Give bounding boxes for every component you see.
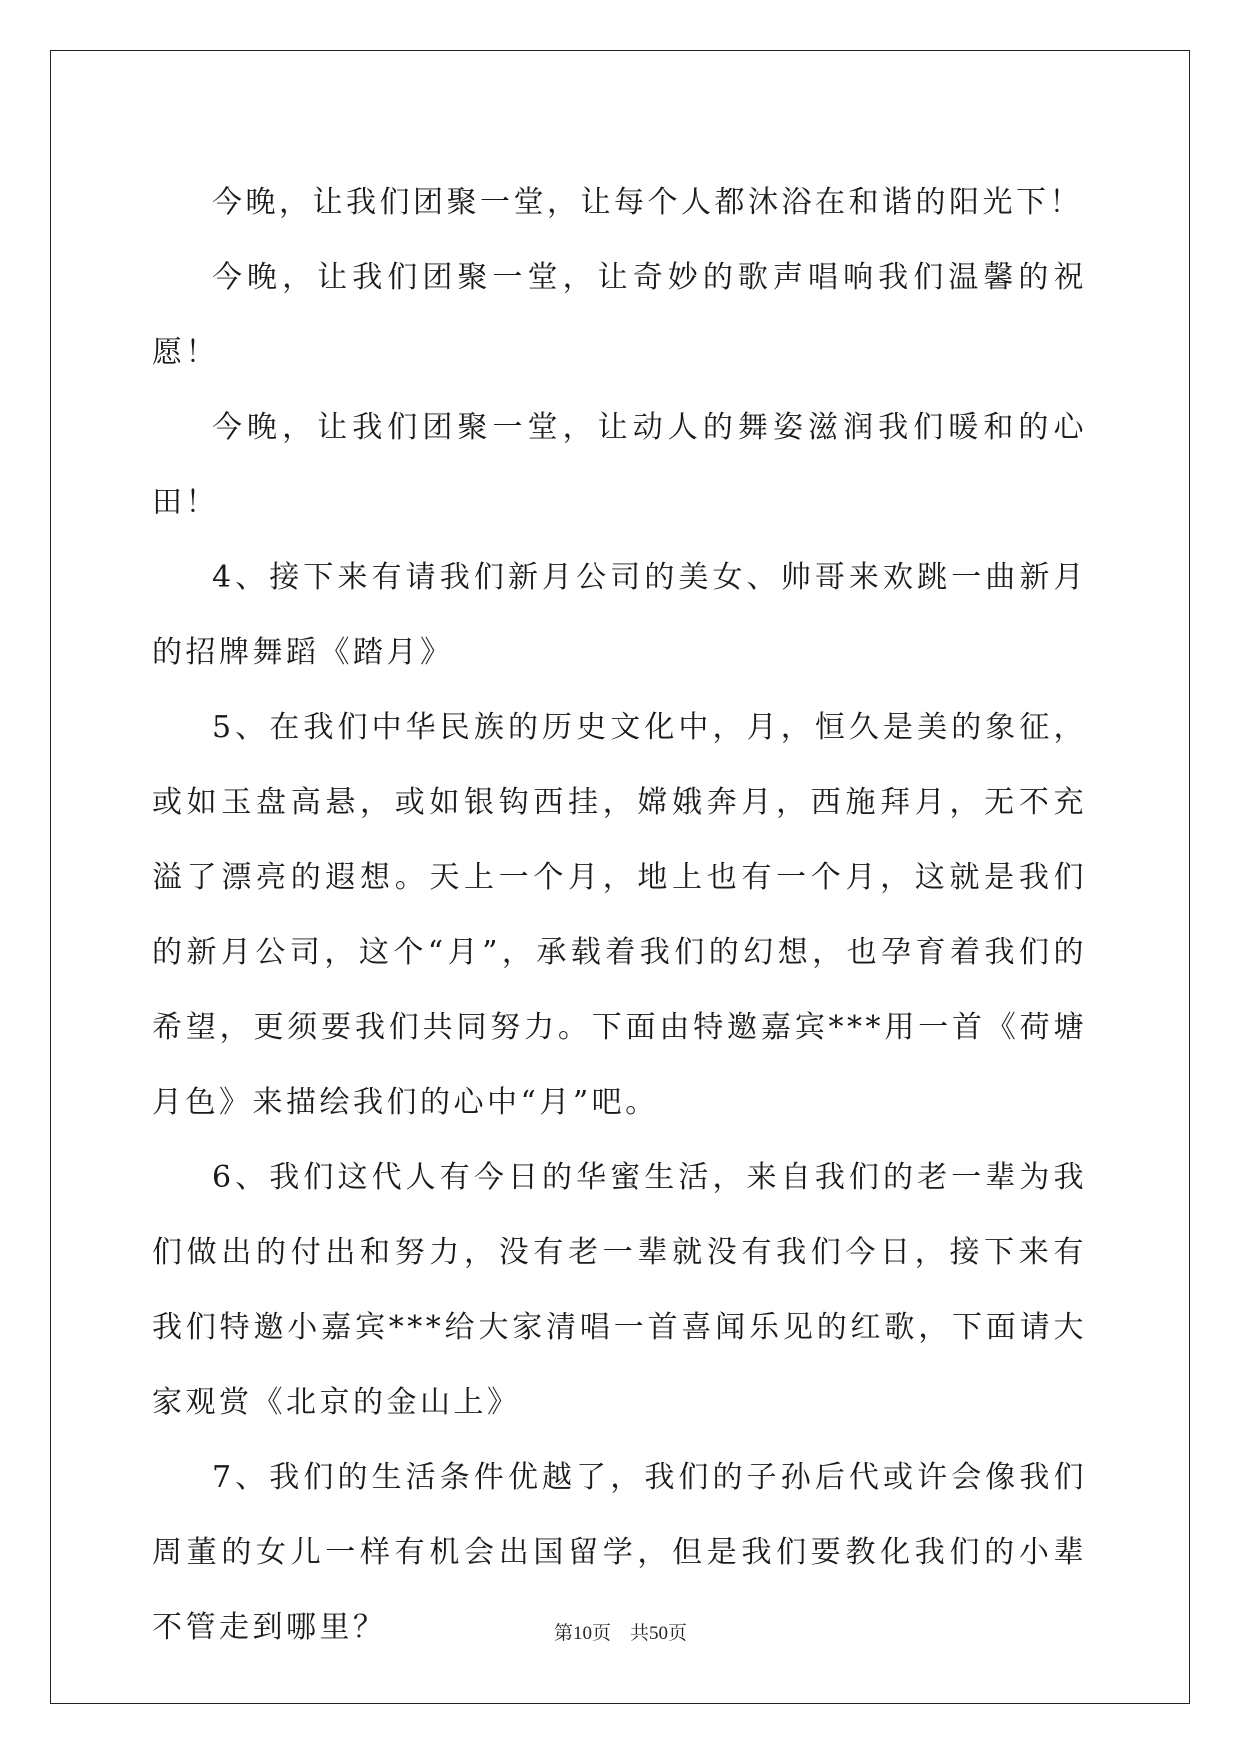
paragraph: 5、在我们中华民族的历史文化中，月，恒久是美的象征，或如玉盘高悬，或如银钩西挂，嫦娥奔月，西施拜月，无不充溢了漂亮的遐想。天上一个月，地上也有一个月，这就是我们的新月公司，这个“月”，承载着我们的幻想，也孕育着我们的希望，更须要我们共同努力。下面由特邀嘉宾***用一首《荷塘月色》来描绘我们的心中“月”吧。 bbox=[152, 710, 1087, 1120]
document-body bbox=[152, 165, 1087, 1665]
paragraph: 4、接下来有请我们新月公司的美女、帅哥来欢跳一曲新月的招牌舞蹈《踏月》 bbox=[152, 560, 1087, 670]
paragraph: 今晚，让我们团聚一堂，让每个人都沐浴在和谐的阳光下！ bbox=[212, 185, 1083, 220]
paragraph: 今晚，让我们团聚一堂，让动人的舞姿滋润我们暖和的心田！ bbox=[152, 410, 1087, 520]
paragraph: 今晚，让我们团聚一堂，让奇妙的歌声唱响我们温馨的祝愿！ bbox=[152, 260, 1087, 370]
paragraph: 7、我们的生活条件优越了，我们的子孙后代或许会像我们周董的女儿一样有机会出国留学，但是我们要教化我们的小辈不管走到哪里？ bbox=[152, 1460, 1087, 1645]
paragraph: 6、我们这代人有今日的华蜜生活，来自我们的老一辈为我们做出的付出和努力，没有老一辈就没有我们今日，接下来有我们特邀小嘉宾***给大家清唱一首喜闻乐见的红歌，下面请大家观赏《北京的金山上》 bbox=[152, 1160, 1087, 1420]
page-number-footer: 第10页 共50页 bbox=[553, 1623, 687, 1644]
